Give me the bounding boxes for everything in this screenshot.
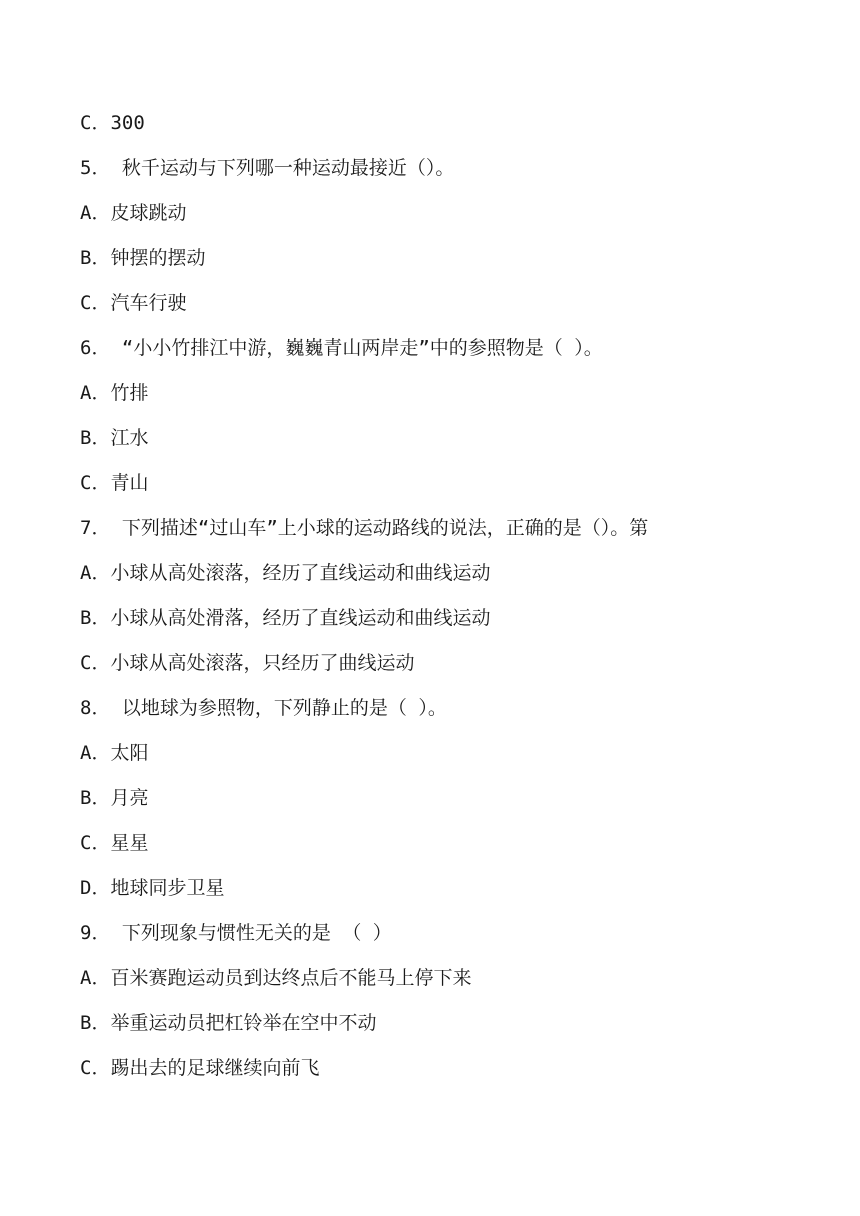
question-6: 6． “小小竹排江中游，巍巍青山两岸走”中的参照物是（ ）。 [80, 337, 603, 359]
option-6c: C．青山 [80, 472, 149, 494]
option-8a: A．太阳 [80, 742, 149, 764]
question-7: 7． 下列描述“过山车”上小球的运动路线的说法，正确的是（）。第 [80, 517, 649, 539]
question-5: 5． 秋千运动与下列哪一种运动最接近（）。 [80, 157, 455, 179]
question-9: 9． 下列现象与惯性无关的是 （ ） [80, 922, 392, 944]
option-7b: B．小球从高处滑落，经历了直线运动和曲线运动 [80, 607, 491, 629]
option-7c: C．小球从高处滚落，只经历了曲线运动 [80, 652, 415, 674]
option-8b: B．月亮 [80, 787, 149, 809]
option-5a: A．皮球跳动 [80, 202, 187, 224]
option-8c: C．星星 [80, 832, 149, 854]
option-4c: C．300 [80, 112, 145, 134]
option-7a: A．小球从高处滚落，经历了直线运动和曲线运动 [80, 562, 491, 584]
option-5c: C．汽车行驶 [80, 292, 187, 314]
option-9a: A．百米赛跑运动员到达终点后不能马上停下来 [80, 967, 472, 989]
option-6a: A．竹排 [80, 382, 149, 404]
option-9b: B．举重运动员把杠铃举在空中不动 [80, 1012, 377, 1034]
question-8: 8． 以地球为参照物，下列静止的是（ ）。 [80, 697, 447, 719]
option-6b: B．江水 [80, 427, 149, 449]
option-8d: D．地球同步卫星 [80, 877, 225, 899]
option-9c: C．踢出去的足球继续向前飞 [80, 1057, 320, 1079]
option-5b: B．钟摆的摆动 [80, 247, 206, 269]
